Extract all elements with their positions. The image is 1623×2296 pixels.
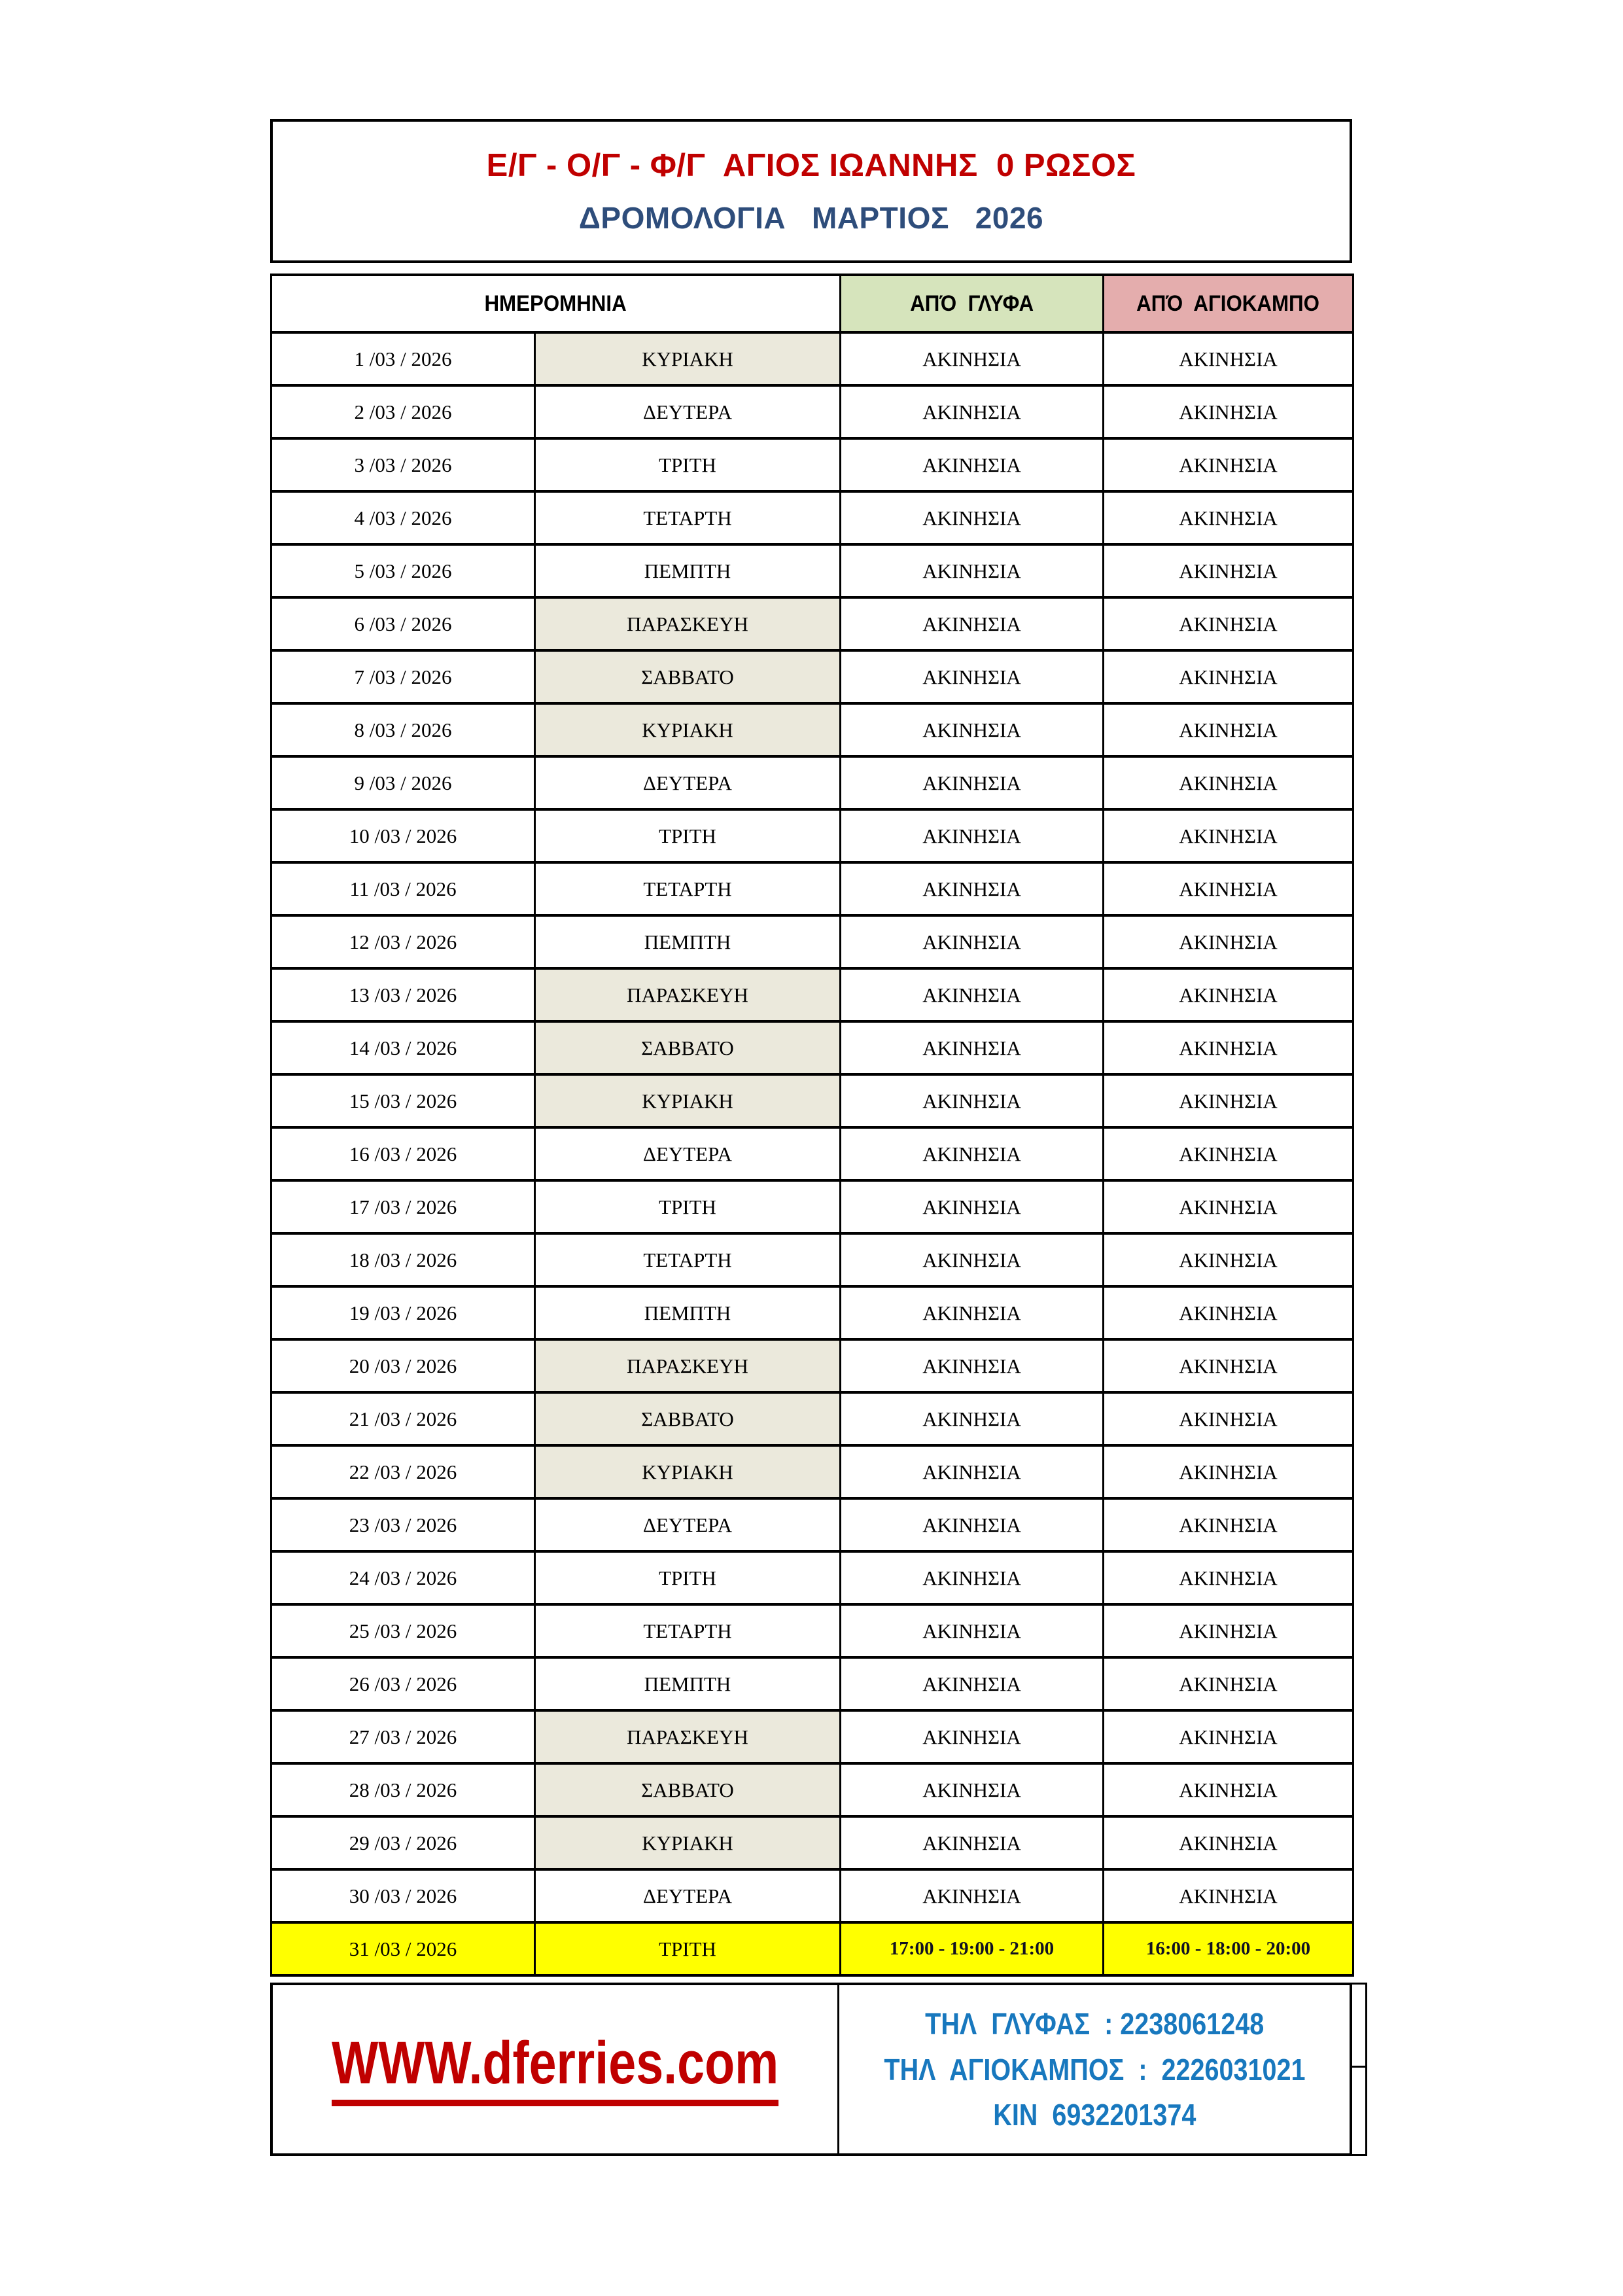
from-glyfa-cell: ΑΚΙΝΗΣΙΑ: [841, 544, 1104, 597]
table-row: [271, 1286, 1353, 1339]
phone-agiokampos: ΤΗΛ ΑΓΙΟΚΑΜΠΟΣ : 2226031021: [883, 2052, 1306, 2087]
from-glyfa-cell: ΑΚΙΝΗΣΙΑ: [841, 1392, 1104, 1445]
from-glyfa-cell: ΑΚΙΝΗΣΙΑ: [841, 703, 1104, 756]
day-cell: ΠΑΡΑΣΚΕΥΗ: [535, 1339, 841, 1392]
from-agiokampos-cell: ΑΚΙΝΗΣΙΑ: [1104, 544, 1353, 597]
table-row: [271, 809, 1353, 862]
day-cell: ΚΥΡΙΑΚΗ: [535, 1816, 841, 1869]
from-glyfa-cell: ΑΚΙΝΗΣΙΑ: [841, 1180, 1104, 1233]
from-glyfa-cell: ΑΚΙΝΗΣΙΑ: [841, 1286, 1104, 1339]
date-cell: 29 /03 / 2026: [271, 1816, 535, 1869]
table-row: [271, 1816, 1353, 1869]
from-agiokampos-cell: ΑΚΙΝΗΣΙΑ: [1104, 1286, 1353, 1339]
date-cell: 23 /03 / 2026: [271, 1498, 535, 1551]
from-agiokampos-cell: ΑΚΙΝΗΣΙΑ: [1104, 1074, 1353, 1127]
table-row: [271, 1233, 1353, 1286]
day-cell: ΤΡΙΤΗ: [535, 438, 841, 491]
from-agiokampos-cell: ΑΚΙΝΗΣΙΑ: [1104, 1604, 1353, 1657]
from-glyfa-cell: 17:00 - 19:00 - 21:00: [841, 1922, 1104, 1975]
from-glyfa-cell: ΑΚΙΝΗΣΙΑ: [841, 491, 1104, 544]
website-link[interactable]: WWW.dferries.com: [332, 2033, 778, 2106]
from-glyfa-cell: ΑΚΙΝΗΣΙΑ: [841, 915, 1104, 968]
from-agiokampos-cell: ΑΚΙΝΗΣΙΑ: [1104, 915, 1353, 968]
from-agiokampos-cell: ΑΚΙΝΗΣΙΑ: [1104, 491, 1353, 544]
date-cell: 5 /03 / 2026: [271, 544, 535, 597]
table-row: [271, 332, 1353, 385]
header-row: [271, 275, 1353, 332]
from-agiokampos-cell: ΑΚΙΝΗΣΙΑ: [1104, 1763, 1353, 1816]
from-agiokampos-cell: ΑΚΙΝΗΣΙΑ: [1104, 809, 1353, 862]
footer-phones-cell: [839, 1985, 1350, 2153]
from-agiokampos-cell: ΑΚΙΝΗΣΙΑ: [1104, 703, 1353, 756]
from-agiokampos-cell: ΑΚΙΝΗΣΙΑ: [1104, 597, 1353, 650]
date-cell: 26 /03 / 2026: [271, 1657, 535, 1710]
from-glyfa-cell: ΑΚΙΝΗΣΙΑ: [841, 1498, 1104, 1551]
day-cell: ΤΕΤΑΡΤΗ: [535, 491, 841, 544]
from-glyfa-cell: ΑΚΙΝΗΣΙΑ: [841, 1710, 1104, 1763]
from-agiokampos-cell: ΑΚΙΝΗΣΙΑ: [1104, 756, 1353, 809]
header-from-glyfa: ΑΠΌ ΓΛΥΦΑ: [841, 275, 1104, 332]
table-row: [271, 1551, 1353, 1604]
day-cell: ΣΑΒΒΑΤΟ: [535, 1763, 841, 1816]
from-agiokampos-cell: ΑΚΙΝΗΣΙΑ: [1104, 385, 1353, 438]
date-cell: 4 /03 / 2026: [271, 491, 535, 544]
day-cell: ΚΥΡΙΑΚΗ: [535, 332, 841, 385]
date-cell: 6 /03 / 2026: [271, 597, 535, 650]
footer-side-divider: [1352, 2066, 1365, 2068]
footer-website-cell: [273, 1985, 839, 2153]
table-row: [271, 1339, 1353, 1392]
from-agiokampos-cell: ΑΚΙΝΗΣΙΑ: [1104, 1498, 1353, 1551]
from-glyfa-cell: ΑΚΙΝΗΣΙΑ: [841, 1339, 1104, 1392]
day-cell: ΣΑΒΒΑΤΟ: [535, 650, 841, 703]
table-row: [271, 862, 1353, 915]
from-glyfa-cell: ΑΚΙΝΗΣΙΑ: [841, 1869, 1104, 1922]
day-cell: ΠΕΜΠΤΗ: [535, 915, 841, 968]
table-row: [271, 491, 1353, 544]
from-agiokampos-cell: ΑΚΙΝΗΣΙΑ: [1104, 438, 1353, 491]
from-agiokampos-cell: ΑΚΙΝΗΣΙΑ: [1104, 1233, 1353, 1286]
from-glyfa-cell: ΑΚΙΝΗΣΙΑ: [841, 1657, 1104, 1710]
day-cell: ΤΕΤΑΡΤΗ: [535, 1604, 841, 1657]
date-cell: 10 /03 / 2026: [271, 809, 535, 862]
day-cell: ΠΕΜΠΤΗ: [535, 1286, 841, 1339]
from-agiokampos-cell: ΑΚΙΝΗΣΙΑ: [1104, 332, 1353, 385]
from-glyfa-cell: ΑΚΙΝΗΣΙΑ: [841, 1604, 1104, 1657]
table-row: [271, 597, 1353, 650]
from-glyfa-cell: ΑΚΙΝΗΣΙΑ: [841, 385, 1104, 438]
schedule-header: [271, 275, 1353, 332]
day-cell: ΔΕΥΤΕΡΑ: [535, 1869, 841, 1922]
schedule-body: [271, 332, 1353, 1975]
from-agiokampos-cell: ΑΚΙΝΗΣΙΑ: [1104, 1180, 1353, 1233]
from-glyfa-cell: ΑΚΙΝΗΣΙΑ: [841, 332, 1104, 385]
date-cell: 1 /03 / 2026: [271, 332, 535, 385]
table-row: [271, 544, 1353, 597]
date-cell: 22 /03 / 2026: [271, 1445, 535, 1498]
date-cell: 13 /03 / 2026: [271, 968, 535, 1021]
table-row: [271, 1180, 1353, 1233]
date-cell: 24 /03 / 2026: [271, 1551, 535, 1604]
date-cell: 12 /03 / 2026: [271, 915, 535, 968]
from-glyfa-cell: ΑΚΙΝΗΣΙΑ: [841, 809, 1104, 862]
date-cell: 2 /03 / 2026: [271, 385, 535, 438]
date-cell: 21 /03 / 2026: [271, 1392, 535, 1445]
table-row: [271, 385, 1353, 438]
from-agiokampos-cell: ΑΚΙΝΗΣΙΑ: [1104, 1445, 1353, 1498]
table-row: [271, 1021, 1353, 1074]
from-glyfa-cell: ΑΚΙΝΗΣΙΑ: [841, 862, 1104, 915]
from-glyfa-cell: ΑΚΙΝΗΣΙΑ: [841, 1021, 1104, 1074]
header-from-agiokampos: ΑΠΌ ΑΓΙΟΚΑΜΠΟ: [1104, 275, 1353, 332]
table-row: [271, 1657, 1353, 1710]
phone-mobile: ΚΙΝ 6932201374: [992, 2098, 1196, 2132]
from-agiokampos-cell: ΑΚΙΝΗΣΙΑ: [1104, 1021, 1353, 1074]
table-row: [271, 968, 1353, 1021]
date-cell: 31 /03 / 2026: [271, 1922, 535, 1975]
table-row: [271, 438, 1353, 491]
day-cell: ΠΑΡΑΣΚΕΥΗ: [535, 1710, 841, 1763]
table-row: [271, 1710, 1353, 1763]
date-cell: 15 /03 / 2026: [271, 1074, 535, 1127]
table-row: [271, 1127, 1353, 1180]
from-glyfa-cell: ΑΚΙΝΗΣΙΑ: [841, 1763, 1104, 1816]
day-cell: ΠΑΡΑΣΚΕΥΗ: [535, 968, 841, 1021]
from-agiokampos-cell: ΑΚΙΝΗΣΙΑ: [1104, 1657, 1353, 1710]
day-cell: ΤΡΙΤΗ: [535, 1180, 841, 1233]
from-glyfa-cell: ΑΚΙΝΗΣΙΑ: [841, 438, 1104, 491]
from-agiokampos-cell: ΑΚΙΝΗΣΙΑ: [1104, 1339, 1353, 1392]
title-box: [270, 119, 1352, 263]
from-glyfa-cell: ΑΚΙΝΗΣΙΑ: [841, 1233, 1104, 1286]
day-cell: ΠΕΜΠΤΗ: [535, 544, 841, 597]
date-cell: 11 /03 / 2026: [271, 862, 535, 915]
day-cell: ΤΕΤΑΡΤΗ: [535, 1233, 841, 1286]
table-row: [271, 1498, 1353, 1551]
header-date: ΗΜΕΡΟΜΗΝΙΑ: [271, 275, 841, 332]
footer-box: [270, 1983, 1352, 2156]
table-row: [271, 756, 1353, 809]
day-cell: ΔΕΥΤΕΡΑ: [535, 385, 841, 438]
day-cell: ΔΕΥΤΕΡΑ: [535, 1498, 841, 1551]
from-agiokampos-cell: ΑΚΙΝΗΣΙΑ: [1104, 968, 1353, 1021]
from-agiokampos-cell: ΑΚΙΝΗΣΙΑ: [1104, 1869, 1353, 1922]
from-glyfa-cell: ΑΚΙΝΗΣΙΑ: [841, 1074, 1104, 1127]
date-cell: 30 /03 / 2026: [271, 1869, 535, 1922]
from-agiokampos-cell: ΑΚΙΝΗΣΙΑ: [1104, 1816, 1353, 1869]
day-cell: ΚΥΡΙΑΚΗ: [535, 1074, 841, 1127]
day-cell: ΠΕΜΠΤΗ: [535, 1657, 841, 1710]
page-subtitle: ΔΡΟΜΟΛΟΓΙΑ ΜΑΡΤΙΟΣ 2026: [578, 200, 1044, 235]
from-glyfa-cell: ΑΚΙΝΗΣΙΑ: [841, 1445, 1104, 1498]
day-cell: ΣΑΒΒΑΤΟ: [535, 1392, 841, 1445]
date-cell: 17 /03 / 2026: [271, 1180, 535, 1233]
from-glyfa-cell: ΑΚΙΝΗΣΙΑ: [841, 1127, 1104, 1180]
day-cell: ΠΑΡΑΣΚΕΥΗ: [535, 597, 841, 650]
from-agiokampos-cell: ΑΚΙΝΗΣΙΑ: [1104, 1392, 1353, 1445]
date-cell: 25 /03 / 2026: [271, 1604, 535, 1657]
footer-side-cells: [1350, 1983, 1367, 2156]
date-cell: 27 /03 / 2026: [271, 1710, 535, 1763]
schedule-table: [270, 274, 1354, 1977]
from-glyfa-cell: ΑΚΙΝΗΣΙΑ: [841, 1816, 1104, 1869]
date-cell: 28 /03 / 2026: [271, 1763, 535, 1816]
from-glyfa-cell: ΑΚΙΝΗΣΙΑ: [841, 968, 1104, 1021]
from-agiokampos-cell: ΑΚΙΝΗΣΙΑ: [1104, 1127, 1353, 1180]
date-cell: 16 /03 / 2026: [271, 1127, 535, 1180]
table-row: [271, 703, 1353, 756]
table-row: [271, 1604, 1353, 1657]
date-cell: 3 /03 / 2026: [271, 438, 535, 491]
day-cell: ΔΕΥΤΕΡΑ: [535, 756, 841, 809]
from-glyfa-cell: ΑΚΙΝΗΣΙΑ: [841, 1551, 1104, 1604]
date-cell: 7 /03 / 2026: [271, 650, 535, 703]
day-cell: ΚΥΡΙΑΚΗ: [535, 703, 841, 756]
table-row: [271, 1869, 1353, 1922]
table-row: [271, 1763, 1353, 1816]
date-cell: 8 /03 / 2026: [271, 703, 535, 756]
from-glyfa-cell: ΑΚΙΝΗΣΙΑ: [841, 597, 1104, 650]
table-row: [271, 1074, 1353, 1127]
from-agiokampos-cell: ΑΚΙΝΗΣΙΑ: [1104, 650, 1353, 703]
from-glyfa-cell: ΑΚΙΝΗΣΙΑ: [841, 756, 1104, 809]
date-cell: 9 /03 / 2026: [271, 756, 535, 809]
from-agiokampos-cell: ΑΚΙΝΗΣΙΑ: [1104, 862, 1353, 915]
day-cell: ΤΕΤΑΡΤΗ: [535, 862, 841, 915]
from-agiokampos-cell: 16:00 - 18:00 - 20:00: [1104, 1922, 1353, 1975]
date-cell: 14 /03 / 2026: [271, 1021, 535, 1074]
date-cell: 20 /03 / 2026: [271, 1339, 535, 1392]
table-row: [271, 650, 1353, 703]
table-row: [271, 1392, 1353, 1445]
day-cell: ΤΡΙΤΗ: [535, 1551, 841, 1604]
page-title: Ε/Γ - Ο/Γ - Φ/Γ ΑΓΙΟΣ ΙΩΑΝΝΗΣ 0 ΡΩΣΟΣ: [486, 147, 1136, 183]
table-row: [271, 1445, 1353, 1498]
table-row: [271, 1922, 1353, 1975]
day-cell: ΣΑΒΒΑΤΟ: [535, 1021, 841, 1074]
from-agiokampos-cell: ΑΚΙΝΗΣΙΑ: [1104, 1710, 1353, 1763]
date-cell: 18 /03 / 2026: [271, 1233, 535, 1286]
day-cell: ΤΡΙΤΗ: [535, 1922, 841, 1975]
phone-glyfa: ΤΗΛ ΓΛΥΦΑΣ : 2238061248: [924, 2006, 1265, 2041]
from-agiokampos-cell: ΑΚΙΝΗΣΙΑ: [1104, 1551, 1353, 1604]
date-cell: 19 /03 / 2026: [271, 1286, 535, 1339]
day-cell: ΤΡΙΤΗ: [535, 809, 841, 862]
table-row: [271, 915, 1353, 968]
day-cell: ΚΥΡΙΑΚΗ: [535, 1445, 841, 1498]
day-cell: ΔΕΥΤΕΡΑ: [535, 1127, 841, 1180]
from-glyfa-cell: ΑΚΙΝΗΣΙΑ: [841, 650, 1104, 703]
